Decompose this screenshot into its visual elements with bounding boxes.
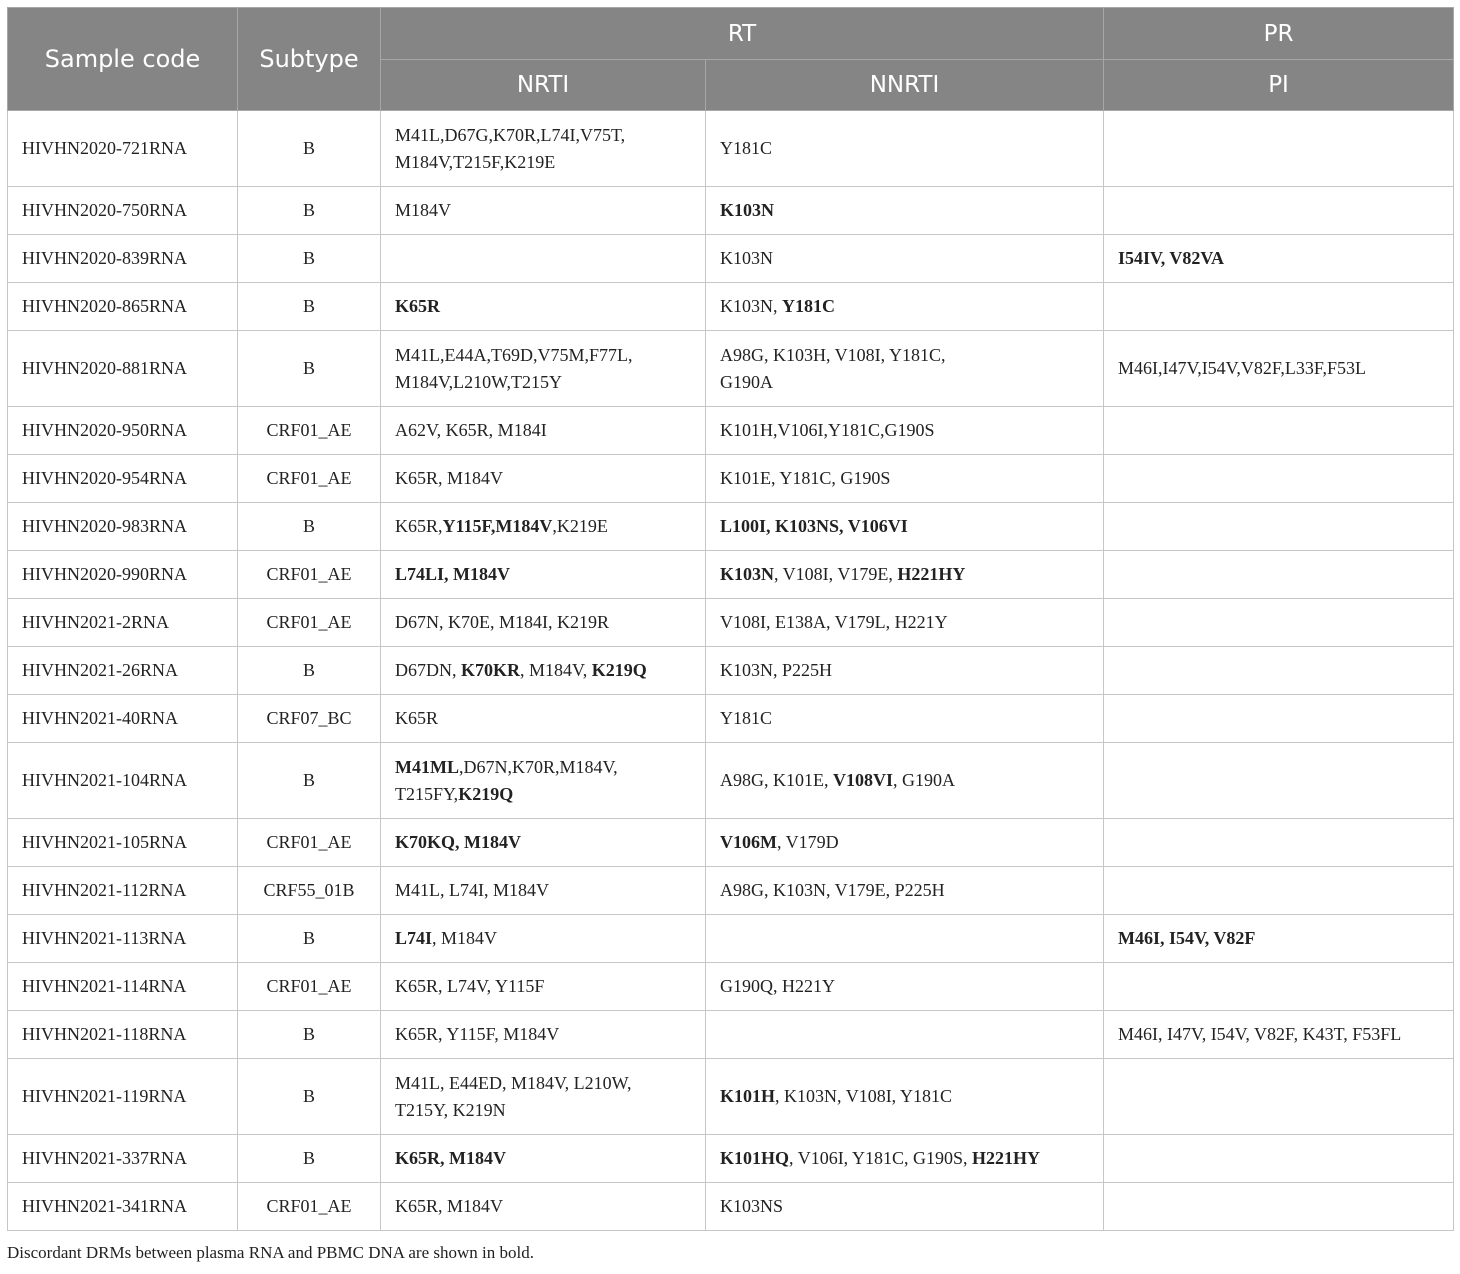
- mutation-text: K101E, Y181C, G190S: [720, 468, 891, 488]
- table-row: [8, 551, 1454, 599]
- mutation-text: K65R, L74V, Y115F: [395, 976, 545, 996]
- cell-nrti: [381, 1183, 706, 1231]
- mutation-text-bold: Y181C: [782, 296, 835, 316]
- table-footnote: Discordant DRMs between plasma RNA and PBMC DNA are shown in bold.: [7, 1243, 534, 1262]
- mutation-text: K65R, M184V: [395, 1196, 504, 1216]
- cell-sample-code: HIVHN2020-983RNA: [8, 503, 238, 551]
- cell-subtype: CRF55_01B: [238, 867, 381, 915]
- mutation-text: K65R: [395, 708, 439, 728]
- cell-pi: [1104, 503, 1454, 551]
- mutation-text-bold: K101HQ: [720, 1148, 790, 1168]
- cell-sample-code: HIVHN2021-105RNA: [8, 819, 238, 867]
- mutation-text: M41L,E44A,T69D,V75M,F77L,: [395, 344, 633, 365]
- drm-table: [7, 7, 1454, 1231]
- table-row: [8, 1011, 1454, 1059]
- mutation-text: T215FY,: [395, 783, 459, 804]
- mutation-text: Y181C: [720, 138, 773, 158]
- cell-nnrti: [706, 819, 1104, 867]
- mutation-text-bold: K103N: [720, 200, 774, 220]
- cell-sample-code: HIVHN2021-104RNA: [8, 743, 238, 819]
- mutation-text-bold: H221HY: [972, 1148, 1041, 1168]
- mutation-text-bold: K103N: [720, 564, 774, 584]
- cell-pi: [1104, 647, 1454, 695]
- cell-sample-code: HIVHN2020-750RNA: [8, 187, 238, 235]
- cell-sample-code: HIVHN2020-721RNA: [8, 111, 238, 187]
- cell-subtype: B: [238, 1011, 381, 1059]
- mutation-text: G190Q, H221Y: [720, 976, 835, 996]
- cell-nnrti: [706, 695, 1104, 743]
- cell-subtype: B: [238, 915, 381, 963]
- cell-pi: [1104, 551, 1454, 599]
- table-row: [8, 963, 1454, 1011]
- cell-sample-code: HIVHN2020-954RNA: [8, 455, 238, 503]
- cell-sample-code: HIVHN2021-40RNA: [8, 695, 238, 743]
- mutation-text-bold: I54IV, V82VA: [1118, 248, 1225, 268]
- cell-sample-code: HIVHN2020-839RNA: [8, 235, 238, 283]
- mutation-text-bold: M46I, I54V, V82F: [1118, 928, 1256, 948]
- cell-nnrti: [706, 1059, 1104, 1135]
- mutation-text: M41L,D67G,K70R,L74I,V75T,: [395, 124, 626, 145]
- table-row: [8, 407, 1454, 455]
- cell-sample-code: HIVHN2020-881RNA: [8, 331, 238, 407]
- cell-sample-code: HIVHN2021-2RNA: [8, 599, 238, 647]
- cell-sample-code: HIVHN2021-118RNA: [8, 1011, 238, 1059]
- cell-subtype: CRF01_AE: [238, 1183, 381, 1231]
- mutation-text-bold: K219Q: [458, 783, 514, 804]
- cell-nnrti: [706, 915, 1104, 963]
- cell-pi: [1104, 963, 1454, 1011]
- table-row: [8, 283, 1454, 331]
- mutation-text: ,D67N,K70R,M184V,: [458, 756, 618, 777]
- table-row: [8, 819, 1454, 867]
- header-subtype: Subtype: [238, 8, 381, 111]
- cell-subtype: CRF01_AE: [238, 819, 381, 867]
- cell-subtype: B: [238, 283, 381, 331]
- mutation-text: K101H,V106I,Y181C,G190S: [720, 420, 935, 440]
- mutation-text: M184V,T215F,K219E: [395, 151, 556, 172]
- cell-nrti: [381, 187, 706, 235]
- table-row: [8, 743, 1454, 819]
- cell-pi: [1104, 867, 1454, 915]
- cell-sample-code: HIVHN2021-112RNA: [8, 867, 238, 915]
- mutation-text-bold: K219Q: [591, 660, 647, 680]
- table-row: [8, 235, 1454, 283]
- mutation-text: K103NS: [720, 1196, 784, 1216]
- cell-nrti: [381, 867, 706, 915]
- cell-sample-code: HIVHN2021-341RNA: [8, 1183, 238, 1231]
- cell-nrti: [381, 111, 706, 187]
- mutation-text: K65R,: [395, 516, 443, 536]
- cell-subtype: B: [238, 1059, 381, 1135]
- cell-sample-code: HIVHN2021-26RNA: [8, 647, 238, 695]
- cell-pi: [1104, 1011, 1454, 1059]
- mutation-text: M46I,I47V,I54V,V82F,L33F,F53L: [1118, 358, 1366, 378]
- cell-nrti: [381, 1011, 706, 1059]
- mutation-text: , M184V: [432, 928, 498, 948]
- cell-nrti: [381, 695, 706, 743]
- cell-nnrti: [706, 743, 1104, 819]
- mutation-text-bold: L100I, K103NS, V106VI: [720, 516, 908, 536]
- cell-subtype: B: [238, 111, 381, 187]
- mutation-text-bold: L74I: [395, 928, 433, 948]
- cell-sample-code: HIVHN2021-119RNA: [8, 1059, 238, 1135]
- cell-subtype: CRF01_AE: [238, 407, 381, 455]
- cell-nrti: [381, 331, 706, 407]
- mutation-text: , G190A: [893, 770, 956, 790]
- mutation-text: M41L, L74I, M184V: [395, 880, 549, 900]
- table-row: [8, 455, 1454, 503]
- table-row: [8, 647, 1454, 695]
- table-row: [8, 331, 1454, 407]
- mutation-text: K103N,: [720, 296, 782, 316]
- cell-pi: [1104, 1183, 1454, 1231]
- mutation-text: , K103N, V108I, Y181C: [775, 1086, 953, 1106]
- mutation-text: A98G, K103H, V108I, Y181C,: [720, 344, 946, 365]
- mutation-text: ,K219E: [552, 516, 608, 536]
- cell-nrti: [381, 743, 706, 819]
- cell-nnrti: [706, 111, 1104, 187]
- cell-sample-code: HIVHN2021-114RNA: [8, 963, 238, 1011]
- mutation-text: M41L, E44ED, M184V, L210W,: [395, 1072, 632, 1093]
- table-row: [8, 111, 1454, 187]
- table-row: [8, 599, 1454, 647]
- cell-subtype: CRF07_BC: [238, 695, 381, 743]
- mutation-text: M46I, I47V, I54V, V82F, K43T, F53FL: [1118, 1024, 1402, 1044]
- cell-pi: [1104, 111, 1454, 187]
- mutation-text-bold: M41ML: [395, 756, 459, 777]
- cell-subtype: CRF01_AE: [238, 963, 381, 1011]
- mutation-text: M184V,L210W,T215Y: [395, 371, 563, 392]
- mutation-text-bold: K70KR: [461, 660, 521, 680]
- mutation-text: D67DN,: [395, 660, 461, 680]
- cell-nrti: [381, 599, 706, 647]
- cell-pi: [1104, 695, 1454, 743]
- table-row: [8, 695, 1454, 743]
- mutation-text-bold: K101H: [720, 1086, 776, 1106]
- cell-subtype: B: [238, 743, 381, 819]
- header-rt: RT: [381, 8, 1104, 60]
- cell-sample-code: HIVHN2020-950RNA: [8, 407, 238, 455]
- mutation-text-bold: V106M: [720, 832, 777, 852]
- cell-nnrti: [706, 963, 1104, 1011]
- cell-nnrti: [706, 283, 1104, 331]
- table-row: [8, 915, 1454, 963]
- cell-nnrti: [706, 407, 1104, 455]
- mutation-text: M184V: [395, 200, 452, 220]
- cell-nnrti: [706, 1135, 1104, 1183]
- cell-sample-code: HIVHN2021-113RNA: [8, 915, 238, 963]
- cell-nnrti: [706, 647, 1104, 695]
- mutation-text: , V179D: [777, 832, 839, 852]
- table-body: [8, 111, 1454, 1231]
- mutation-text: A62V, K65R, M184I: [395, 420, 547, 440]
- cell-sample-code: HIVHN2020-990RNA: [8, 551, 238, 599]
- mutation-text: D67N, K70E, M184I, K219R: [395, 612, 609, 632]
- cell-nnrti: [706, 1183, 1104, 1231]
- cell-nnrti: [706, 503, 1104, 551]
- cell-nrti: [381, 455, 706, 503]
- cell-nnrti: [706, 331, 1104, 407]
- mutation-text: Y181C: [720, 708, 773, 728]
- cell-nrti: [381, 647, 706, 695]
- cell-nnrti: [706, 599, 1104, 647]
- cell-nrti: [381, 819, 706, 867]
- table-header: [8, 8, 1454, 111]
- mutation-text: K103N, P225H: [720, 660, 833, 680]
- cell-subtype: B: [238, 1135, 381, 1183]
- cell-sample-code: HIVHN2021-337RNA: [8, 1135, 238, 1183]
- cell-nnrti: [706, 187, 1104, 235]
- cell-subtype: B: [238, 331, 381, 407]
- mutation-text: T215Y, K219N: [395, 1099, 506, 1120]
- cell-sample-code: HIVHN2020-865RNA: [8, 283, 238, 331]
- mutation-text: G190A: [720, 371, 773, 392]
- cell-subtype: CRF01_AE: [238, 455, 381, 503]
- cell-nnrti: [706, 867, 1104, 915]
- cell-nrti: [381, 551, 706, 599]
- header-nnrti: NNRTI: [706, 60, 1104, 111]
- cell-subtype: B: [238, 187, 381, 235]
- mutation-text: , V106I, Y181C, G190S,: [789, 1148, 973, 1168]
- cell-pi: [1104, 187, 1454, 235]
- cell-nnrti: [706, 455, 1104, 503]
- cell-nrti: [381, 1059, 706, 1135]
- cell-nrti: [381, 915, 706, 963]
- mutation-text-bold: L74LI, M184V: [395, 564, 511, 584]
- mutation-text: K65R, M184V: [395, 468, 504, 488]
- cell-pi: [1104, 1135, 1454, 1183]
- cell-pi: [1104, 599, 1454, 647]
- cell-nrti: [381, 1135, 706, 1183]
- cell-pi: [1104, 1059, 1454, 1135]
- mutation-text: , M184V,: [520, 660, 592, 680]
- mutation-text: A98G, K103N, V179E, P225H: [720, 880, 945, 900]
- cell-pi: [1104, 455, 1454, 503]
- mutation-text: , V108I, V179E,: [774, 564, 898, 584]
- mutation-text-bold: K65R, M184V: [395, 1148, 506, 1168]
- mutation-text: K65R, Y115F, M184V: [395, 1024, 560, 1044]
- cell-pi: [1104, 743, 1454, 819]
- cell-subtype: CRF01_AE: [238, 551, 381, 599]
- cell-subtype: CRF01_AE: [238, 599, 381, 647]
- cell-nnrti: [706, 551, 1104, 599]
- header-nrti: NRTI: [381, 60, 706, 111]
- cell-nrti: [381, 283, 706, 331]
- table-row: [8, 1059, 1454, 1135]
- mutation-text-bold: Y115F,M184V: [442, 516, 553, 536]
- cell-pi: [1104, 283, 1454, 331]
- cell-pi: [1104, 915, 1454, 963]
- cell-nrti: [381, 407, 706, 455]
- table-row: [8, 187, 1454, 235]
- table-row: [8, 867, 1454, 915]
- mutation-text-bold: V108VI: [833, 770, 894, 790]
- cell-subtype: B: [238, 235, 381, 283]
- header-pi: PI: [1104, 60, 1454, 111]
- cell-nnrti: [706, 1011, 1104, 1059]
- table-row: [8, 1183, 1454, 1231]
- cell-nrti: [381, 503, 706, 551]
- resistance-table-container: [7, 7, 1453, 1231]
- header-pr: PR: [1104, 8, 1454, 60]
- cell-pi: [1104, 819, 1454, 867]
- table-row: [8, 503, 1454, 551]
- cell-subtype: B: [238, 503, 381, 551]
- cell-nrti: [381, 963, 706, 1011]
- mutation-text-bold: H221HY: [897, 564, 966, 584]
- mutation-text-bold: K70KQ, M184V: [395, 832, 521, 852]
- mutation-text-bold: K65R: [395, 296, 440, 316]
- mutation-text: V108I, E138A, V179L, H221Y: [720, 612, 948, 632]
- header-sample-code: Sample code: [8, 8, 238, 111]
- table-row: [8, 1135, 1454, 1183]
- cell-pi: [1104, 407, 1454, 455]
- mutation-text: K103N: [720, 248, 773, 268]
- cell-pi: [1104, 331, 1454, 407]
- cell-nnrti: [706, 235, 1104, 283]
- mutation-text: A98G, K101E,: [720, 770, 833, 790]
- cell-pi: [1104, 235, 1454, 283]
- cell-subtype: B: [238, 647, 381, 695]
- cell-nrti: [381, 235, 706, 283]
